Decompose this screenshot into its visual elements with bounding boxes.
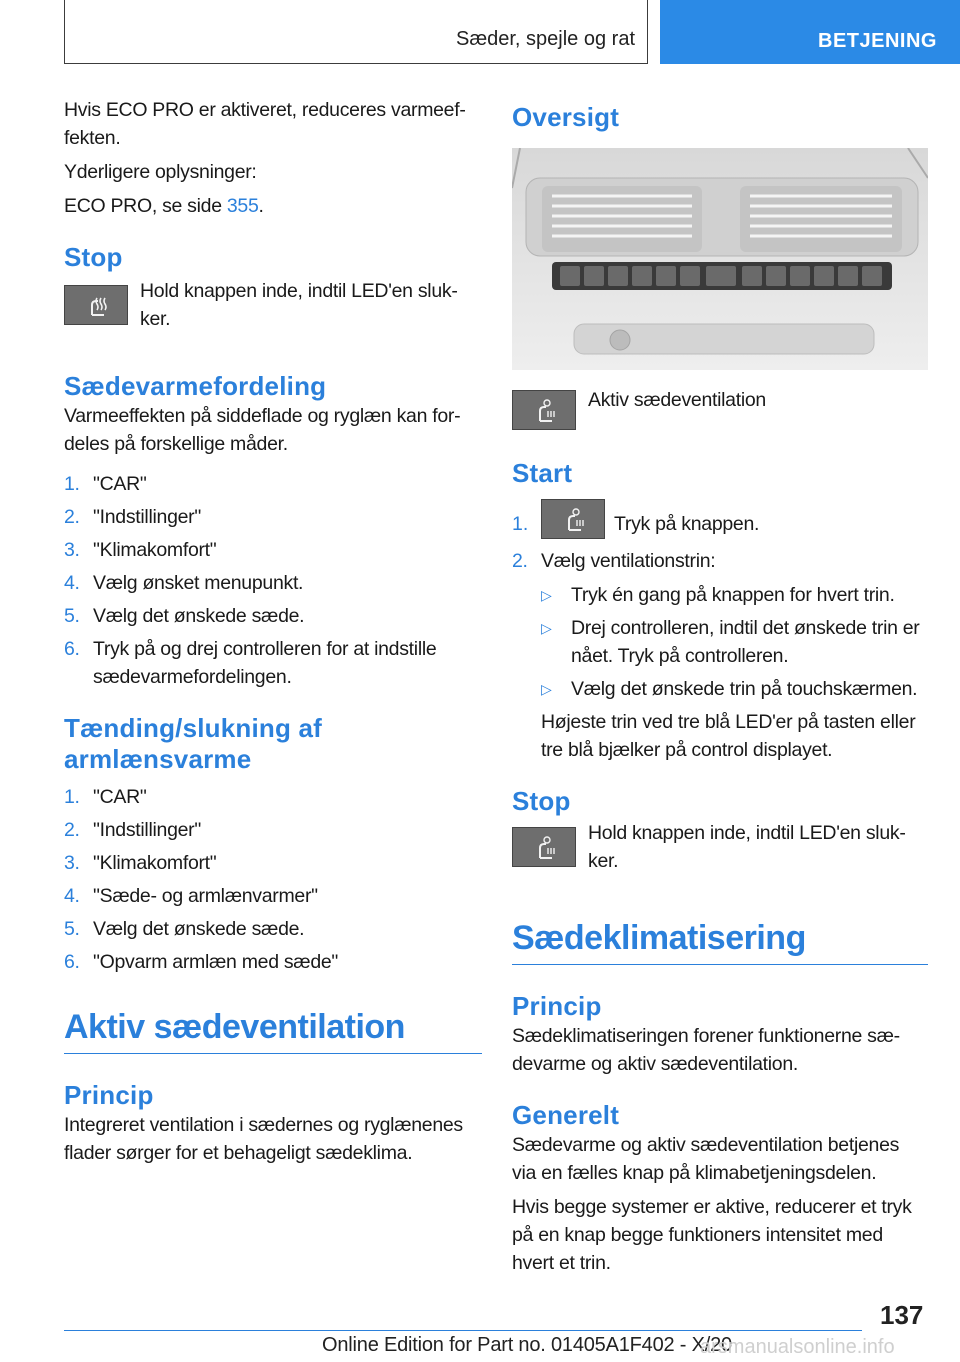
chapter-tab — [660, 0, 960, 64]
list-item: ▷ Tryk én gang på knappen for hvert trin. — [541, 584, 895, 606]
climate-heading: Sædeklimatisering — [512, 919, 806, 957]
page-number: 137 — [880, 1300, 924, 1330]
ventilation-rule — [64, 1053, 482, 1054]
principle-heading: Princip — [64, 1080, 154, 1110]
stop-row — [64, 277, 482, 341]
distribution-text: Varmeeffekten på siddeflade og ryglæn kan for-deles på forskellige måder. — [64, 405, 461, 455]
general-heading: Generelt — [512, 1100, 620, 1130]
right-column — [512, 96, 932, 133]
list-item: 6. "Opvarm armlæn med sæde" — [64, 951, 339, 973]
stop-row-right — [512, 819, 932, 879]
overview-caption-row — [512, 386, 932, 432]
list-item: 3. "Klimakomfort" — [64, 539, 217, 561]
list-item: 6. Tryk på og drej controlleren for at indstille sædevarmefordelingen. — [64, 638, 437, 688]
header-box — [64, 0, 648, 64]
list-item: 4. Vælg ønsket menupunkt. — [64, 572, 304, 594]
start-heading: Start — [512, 458, 573, 488]
principle-text: Integreret ventilation i sædernes og ryglænenes flader sørger for et behageligt sædeklima. — [64, 1114, 463, 1164]
climate-rule — [512, 964, 928, 965]
seat-ventilation-button-icon — [512, 390, 576, 430]
seat-heating-button-icon — [64, 285, 128, 325]
stop-instruction-right: Hold knappen inde, indtil LED'en sluk-ker. — [588, 822, 906, 872]
list-item: 2. "Indstillinger" — [64, 819, 201, 841]
general-text-2: Hvis begge systemer er aktive, reducerer et tryk på en knap begge funktioners intensitet med hvert et trin. — [512, 1196, 912, 1274]
armrest-heading: Tænding/slukning af armlænsvarme — [64, 713, 323, 774]
section-title: Sæder, spejle og rat — [456, 28, 635, 50]
eco-reference: ECO PRO, se side 355. — [64, 195, 264, 217]
start-substeps — [541, 581, 932, 703]
chapter-tab-label: BETJENING — [818, 30, 937, 52]
list-item: 4. "Sæde- og armlænvarmer" — [64, 885, 318, 907]
list-item: ▷ Vælg det ønskede trin på touchskærmen. — [541, 678, 918, 700]
climate-principle-heading: Princip — [512, 991, 602, 1021]
right-column-lower — [512, 458, 932, 1277]
stop-heading: Stop — [64, 242, 123, 272]
watermark: arsmanualsonline.info — [700, 1336, 895, 1358]
more-info-label: Yderligere oplysninger: — [64, 161, 257, 183]
seat-ventilation-button-icon — [512, 827, 576, 867]
start-step-1: 1. Tryk på knappen. — [512, 499, 932, 541]
overview-heading: Oversigt — [512, 102, 620, 132]
list-item: 2. "Indstillinger" — [64, 506, 201, 528]
seat-ventilation-button-icon — [541, 499, 605, 539]
distribution-heading: Sædevarmefordeling — [64, 371, 327, 401]
list-item: 1. "CAR" — [64, 473, 147, 495]
footer-rule — [64, 1330, 862, 1331]
ventilation-heading: Aktiv sædeventilation — [64, 1008, 405, 1046]
list-item: 5. Vælg det ønskede sæde. — [64, 605, 305, 627]
climate-principle-text: Sædeklimatiseringen forener funktionerne sæ-devarme og aktiv sædeventilation. — [512, 1025, 900, 1075]
left-column — [64, 96, 482, 1167]
start-steps — [512, 547, 932, 575]
list-item: 5. Vælg det ønskede sæde. — [64, 918, 305, 940]
list-item: 2. Vælg ventilationstrin: — [512, 550, 716, 572]
edition-text: Online Edition for Part no. 01405A1F402 - X/20 — [322, 1334, 732, 1356]
list-item: 3. "Klimakomfort" — [64, 852, 217, 874]
list-item: ▷ Drej controlleren, indtil det ønskede trin er nået. Tryk på controlleren. — [541, 617, 920, 667]
climate-panel-photo — [512, 148, 928, 370]
general-text-1: Sædevarme og aktiv sædeventilation betjenes via en fælles knap på klimabetjeningsdelen. — [512, 1134, 900, 1184]
overview-caption: Aktiv sædeventilation — [588, 389, 766, 411]
page-link[interactable]: 355 — [226, 195, 259, 217]
start-note: Højeste trin ved tre blå LED'er på tasten eller tre blå bjælker på control displayet. — [541, 711, 916, 761]
list-item: 1. "CAR" — [64, 786, 147, 808]
distribution-steps — [64, 470, 482, 691]
stop-instruction: Hold knappen inde, indtil LED'en sluk-ker. — [140, 280, 458, 330]
eco-note: Hvis ECO PRO er aktiveret, reduceres varmeef-fekten. — [64, 99, 466, 149]
stop-heading-right: Stop — [512, 786, 571, 816]
armrest-steps — [64, 783, 482, 976]
